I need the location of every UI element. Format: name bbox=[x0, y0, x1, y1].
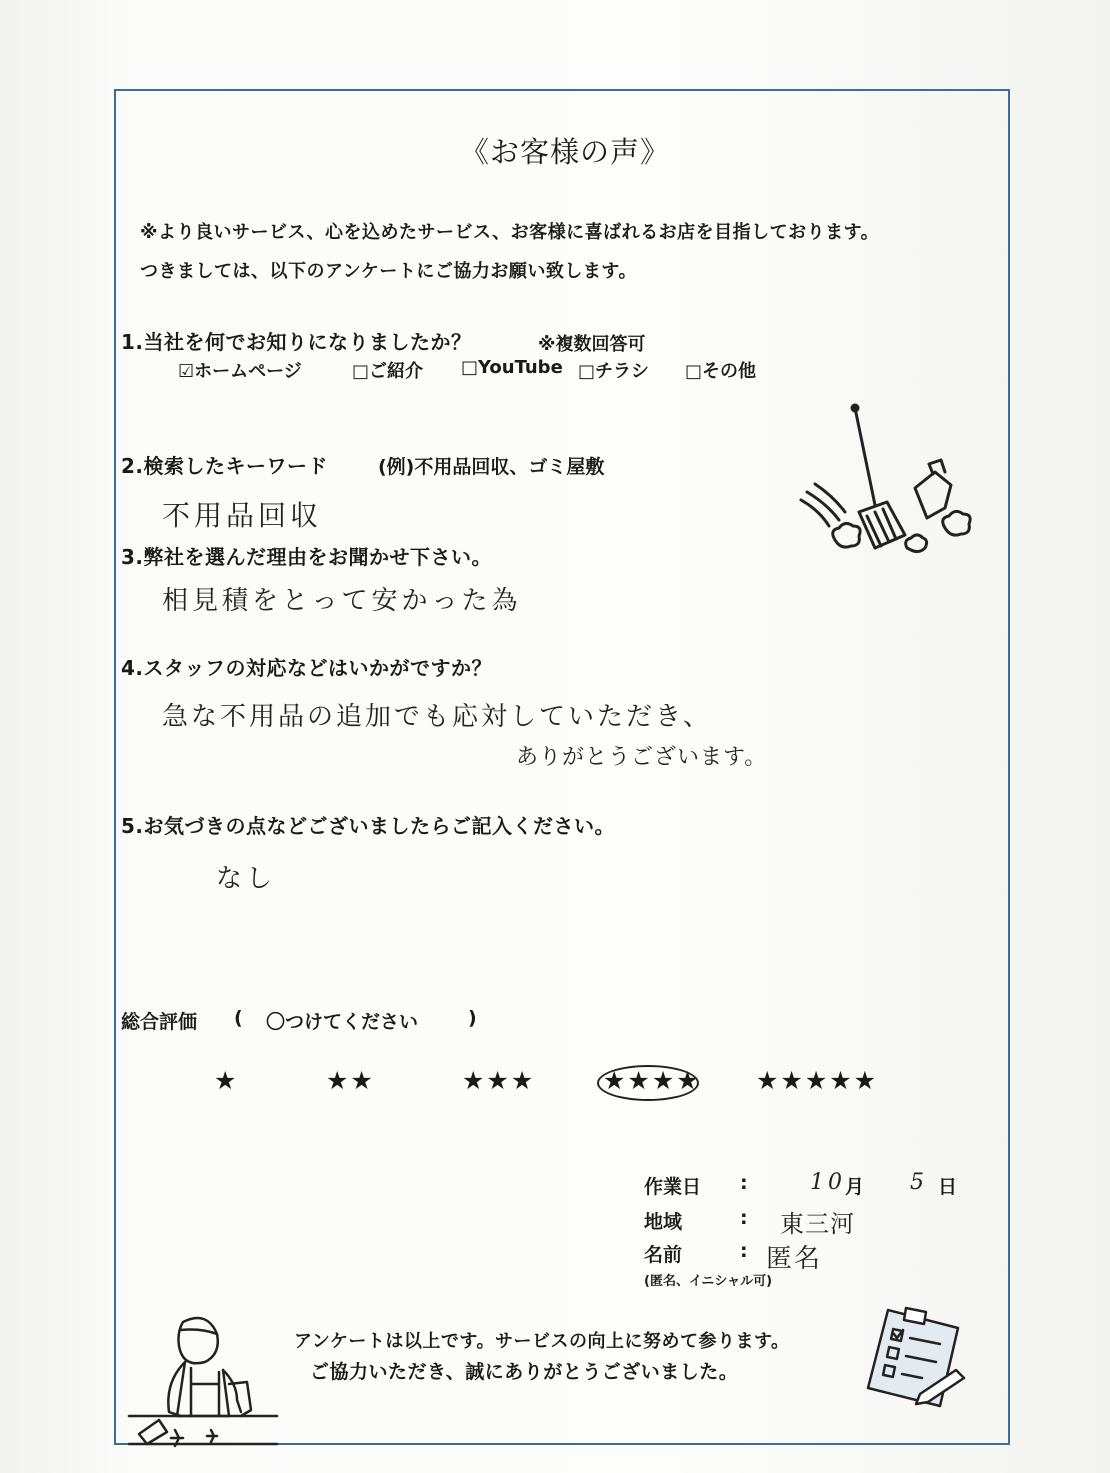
name-note: (匿名、イニシャル可) bbox=[644, 1274, 773, 1289]
q2-answer: 不用品回収 bbox=[162, 499, 323, 532]
q1-option-flyer[interactable]: □チラシ bbox=[578, 361, 650, 382]
q4-answer-line-1: 急な不用品の追加でも応対していただき、 bbox=[162, 702, 712, 732]
rating-paren-open: ( bbox=[234, 1007, 243, 1029]
q1-option-youtube[interactable]: □YouTube bbox=[461, 357, 563, 378]
q1-option-other[interactable]: □その他 bbox=[685, 361, 757, 382]
cleaning-worker-illustration bbox=[125, 1312, 280, 1452]
q1-option-homepage[interactable]: ☑ホームページ bbox=[178, 361, 302, 382]
q1-option-referral[interactable]: □ご紹介 bbox=[352, 361, 424, 382]
q2-example: (例)不用品回収、ゴミ屋敷 bbox=[378, 456, 605, 478]
name-label: 名前 bbox=[644, 1244, 683, 1266]
q1-label: 1.当社を何でお知りになりましたか？ bbox=[121, 330, 472, 354]
rating-4-stars[interactable]: ★★★★ bbox=[603, 1066, 701, 1095]
rating-1-star[interactable]: ★ bbox=[214, 1066, 239, 1095]
date-day-value: 5 bbox=[910, 1170, 928, 1195]
rating-2-stars[interactable]: ★★ bbox=[326, 1066, 375, 1095]
name-colon: : bbox=[740, 1240, 748, 1262]
q3-label: 3.弊社を選んだ理由をお聞かせ下さい。 bbox=[121, 545, 493, 569]
q3-answer: 相見積をとって安かった為 bbox=[162, 586, 522, 616]
rating-5-stars[interactable]: ★★★★★ bbox=[756, 1066, 879, 1095]
date-colon: : bbox=[740, 1172, 748, 1194]
q1-note: ※複数回答可 bbox=[538, 334, 646, 355]
intro-line-2: つきましては、以下のアンケートにご協力お願い致します。 bbox=[140, 261, 637, 282]
page-title: 《お客様の声》 bbox=[460, 135, 671, 169]
area-label: 地域 bbox=[644, 1211, 683, 1233]
date-month-unit: 月 bbox=[845, 1176, 865, 1198]
footer-line-1: アンケートは以上です。サービスの向上に努めて参ります。 bbox=[294, 1331, 790, 1352]
area-value: 東三河 bbox=[780, 1210, 855, 1238]
name-value: 匿名 bbox=[766, 1244, 823, 1274]
q5-label: 5.お気づきの点などございましたらご記入ください。 bbox=[121, 814, 616, 838]
date-label: 作業日 bbox=[644, 1176, 702, 1198]
q4-answer-line-2: ありがとうございます。 bbox=[516, 745, 768, 770]
q5-answer: なし bbox=[216, 864, 277, 894]
area-colon: : bbox=[740, 1207, 748, 1229]
q2-label: 2.検索したキーワード bbox=[121, 454, 329, 478]
rating-paren-close: ) bbox=[468, 1007, 477, 1029]
rating-selected-circle bbox=[597, 1065, 699, 1101]
rating-label: 総合評価 bbox=[121, 1011, 198, 1033]
broom-dustpan-illustration bbox=[795, 400, 980, 565]
intro-line-1: ※より良いサービス、心を込めたサービス、お客様に喜ばれるお店を目指しております。 bbox=[140, 222, 880, 243]
q4-label: 4.スタッフの対応などはいかがですか？ bbox=[121, 656, 493, 680]
clipboard-checklist-illustration bbox=[860, 1302, 970, 1412]
footer-line-2: ご協力いただき、誠にありがとうございました。 bbox=[310, 1361, 739, 1383]
rating-3-stars[interactable]: ★★★ bbox=[462, 1066, 536, 1095]
date-month-value: 10 bbox=[810, 1170, 846, 1195]
date-day-unit: 日 bbox=[938, 1176, 958, 1198]
rating-instruction: 〇つけてください bbox=[266, 1011, 419, 1033]
